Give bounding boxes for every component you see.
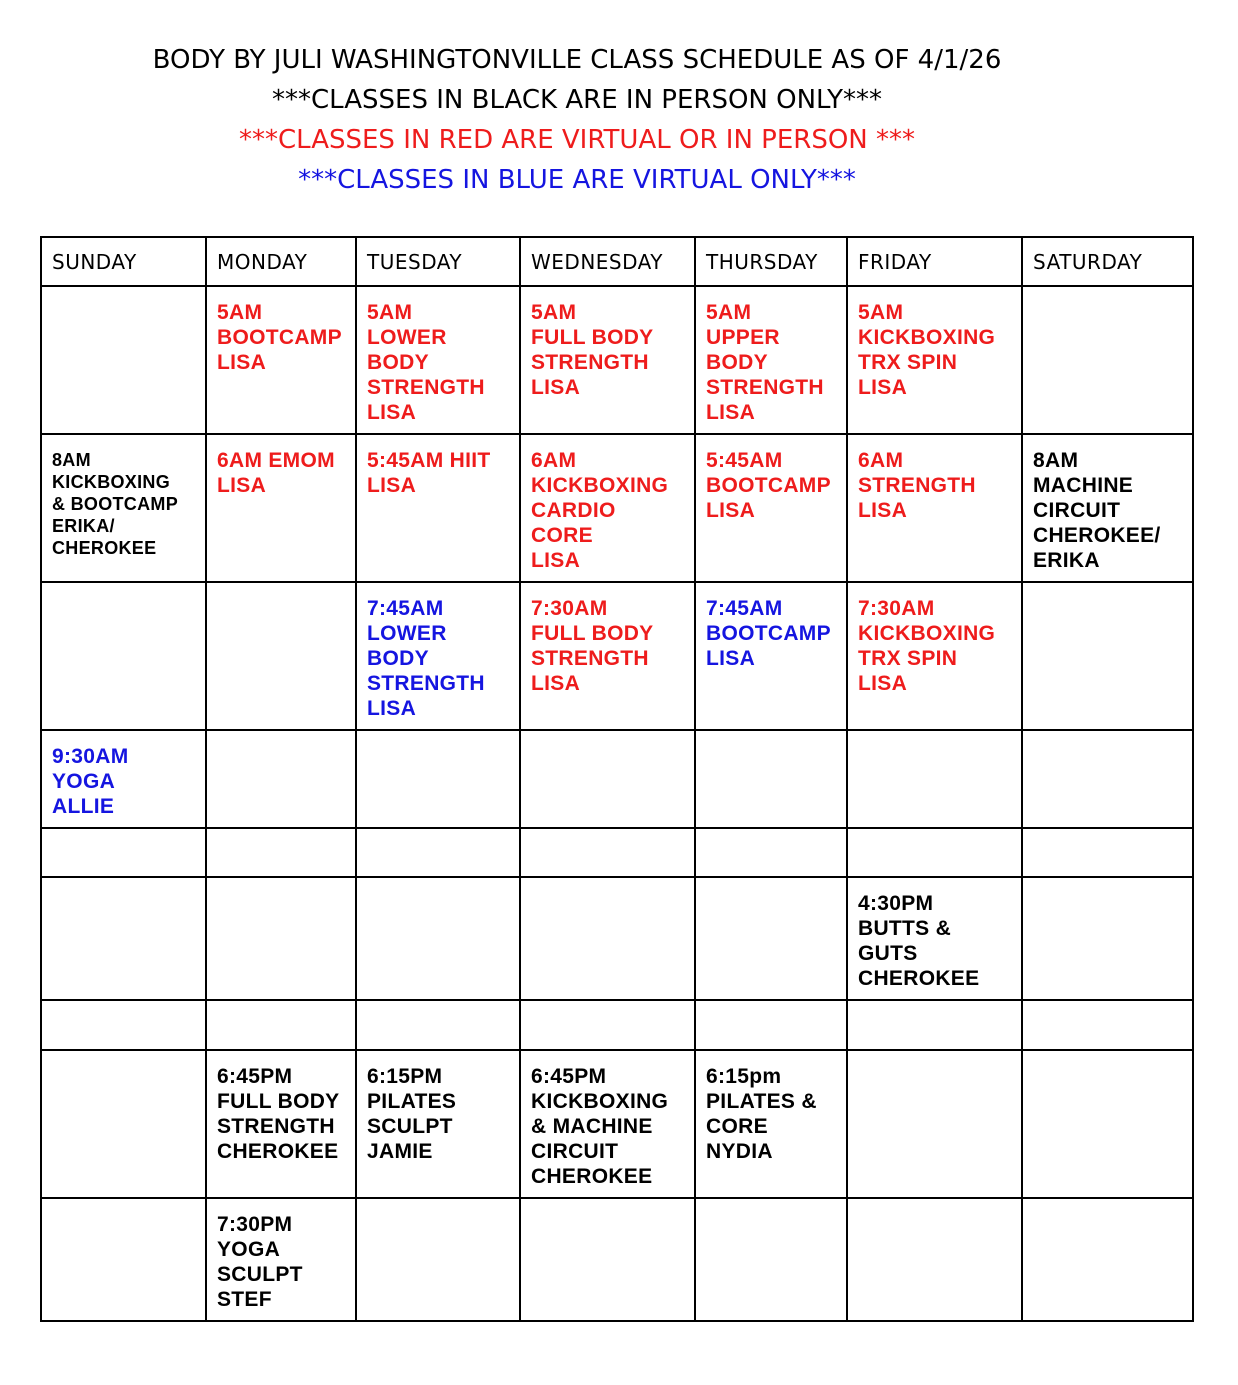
schedule-cell-tuesday: [356, 286, 520, 434]
class-entry: [52, 1001, 205, 1014]
class-entry: 6:15pm PILATES & CORE NYDIA: [706, 1065, 817, 1163]
class-entry: 6AM STRENGTH LISA: [858, 449, 976, 522]
schedule-cell-saturday: [1022, 1000, 1193, 1050]
day-header-thursday: THURSDAY: [695, 237, 847, 286]
day-header-wednesday: WEDNESDAY: [520, 237, 695, 286]
class-entry: [531, 829, 694, 842]
schedule-cell-friday: [847, 286, 1022, 434]
schedule-cell-tuesday: [356, 730, 520, 828]
day-header-tuesday: TUESDAY: [356, 237, 520, 286]
schedule-cell-tuesday: [356, 582, 520, 730]
class-entry: [531, 731, 694, 744]
class-entry: [367, 1199, 519, 1212]
schedule-cell-thursday: [695, 286, 847, 434]
class-entry: 6AM KICKBOXING CARDIO CORE LISA: [531, 449, 669, 572]
class-entry: [858, 829, 1021, 842]
schedule-table: [40, 236, 1194, 1322]
class-entry: [706, 829, 846, 842]
schedule-cell-thursday: [695, 877, 847, 1000]
schedule-cell-tuesday: [356, 434, 520, 582]
schedule-cell-monday: [206, 1198, 356, 1321]
schedule-cell-wednesday: [520, 828, 695, 877]
class-entry: 8AM MACHINE CIRCUIT CHEROKEE/ ERIKA: [1033, 449, 1161, 572]
class-entry: [706, 1001, 846, 1014]
class-entry: [217, 878, 355, 891]
schedule-cell-saturday: [1022, 1198, 1193, 1321]
schedule-cell-monday: [206, 286, 356, 434]
class-entry: [531, 878, 694, 891]
class-entry: [52, 287, 205, 300]
class-entry: [706, 731, 846, 744]
schedule-cell-monday: [206, 730, 356, 828]
schedule-cell-friday: [847, 877, 1022, 1000]
schedule-row: [41, 1198, 1193, 1321]
class-entry: [52, 1199, 205, 1212]
schedule-cell-friday: [847, 1198, 1022, 1321]
class-entry: [367, 731, 519, 744]
schedule-row: [41, 582, 1193, 730]
schedule-cell-friday: [847, 582, 1022, 730]
class-entry: [858, 1051, 1021, 1064]
class-entry: 4:30PM BUTTS & GUTS CHEROKEE: [858, 892, 980, 990]
class-entry: 5:45AM BOOTCAMP LISA: [706, 449, 831, 522]
schedule-cell-wednesday: [520, 1050, 695, 1198]
legend-virtual-or-in-person: ***CLASSES IN RED ARE VIRTUAL OR IN PERSON ***: [238, 125, 916, 155]
schedule-cell-wednesday: [520, 434, 695, 582]
schedule-cell-sunday: [41, 730, 206, 828]
schedule-cell-sunday: [41, 1198, 206, 1321]
legend-virtual-only: ***CLASSES IN BLUE ARE VIRTUAL ONLY***: [298, 165, 856, 195]
schedule-cell-thursday: [695, 730, 847, 828]
schedule-cell-friday: [847, 1000, 1022, 1050]
class-entry: 5AM LOWER BODY STRENGTH LISA: [367, 301, 485, 424]
day-header-row: [41, 237, 1193, 286]
class-entry: [217, 1001, 355, 1014]
class-entry: 8AM KICKBOXING & BOOTCAMP ERIKA/ CHEROKEE: [52, 450, 178, 558]
day-header-monday: MONDAY: [206, 237, 356, 286]
class-entry: [1033, 287, 1192, 300]
schedule-row: [41, 1050, 1193, 1198]
class-entry: [1033, 1051, 1192, 1064]
class-entry: 9:30AM YOGA ALLIE: [52, 745, 129, 818]
schedule-cell-tuesday: [356, 877, 520, 1000]
class-entry: 6:45PM KICKBOXING & MACHINE CIRCUIT CHEROKEE: [531, 1065, 669, 1188]
class-entry: [1033, 1199, 1192, 1212]
schedule-cell-wednesday: [520, 1000, 695, 1050]
class-entry: [706, 1199, 846, 1212]
class-entry: 6:45PM FULL BODY STRENGTH CHEROKEE: [217, 1065, 340, 1163]
schedule-cell-sunday: [41, 828, 206, 877]
schedule-cell-sunday: [41, 1000, 206, 1050]
schedule-cell-monday: [206, 434, 356, 582]
class-entry: 6:15PM PILATES SCULPT JAMIE: [367, 1065, 457, 1163]
schedule-row: [41, 434, 1193, 582]
class-entry: [52, 878, 205, 891]
class-entry: 6AM EMOM LISA: [217, 449, 335, 497]
class-entry: 7:30PM YOGA SCULPT STEF: [217, 1213, 303, 1311]
schedule-cell-thursday: [695, 1050, 847, 1198]
class-entry: [217, 583, 355, 596]
schedule-cell-monday: [206, 582, 356, 730]
schedule-cell-thursday: [695, 434, 847, 582]
schedule-row: [41, 286, 1193, 434]
schedule-cell-friday: [847, 828, 1022, 877]
schedule-row: [41, 730, 1193, 828]
schedule-cell-friday: [847, 730, 1022, 828]
schedule-cell-wednesday: [520, 877, 695, 1000]
class-entry: [858, 731, 1021, 744]
class-entry: 5AM UPPER BODY STRENGTH LISA: [706, 301, 824, 424]
schedule-cell-sunday: [41, 286, 206, 434]
schedule-row: [41, 1000, 1193, 1050]
class-entry: [367, 1001, 519, 1014]
schedule-cell-sunday: [41, 1050, 206, 1198]
class-entry: 7:45AM BOOTCAMP LISA: [706, 597, 831, 670]
schedule-cell-saturday: [1022, 730, 1193, 828]
schedule-cell-sunday: [41, 434, 206, 582]
class-entry: [858, 1199, 1021, 1212]
schedule-row: [41, 828, 1193, 877]
schedule-cell-saturday: [1022, 877, 1193, 1000]
schedule-cell-tuesday: [356, 828, 520, 877]
class-entry: 5AM FULL BODY STRENGTH LISA: [531, 301, 654, 399]
schedule-cell-tuesday: [356, 1198, 520, 1321]
day-header-friday: FRIDAY: [847, 237, 1022, 286]
day-header-sunday: SUNDAY: [41, 237, 206, 286]
schedule-cell-saturday: [1022, 828, 1193, 877]
class-entry: [367, 878, 519, 891]
class-entry: 7:45AM LOWER BODY STRENGTH LISA: [367, 597, 485, 720]
schedule-header: [0, 40, 1154, 200]
class-entry: 5AM KICKBOXING TRX SPIN LISA: [858, 301, 996, 399]
schedule-cell-saturday: [1022, 582, 1193, 730]
class-entry: [706, 878, 846, 891]
class-entry: [1033, 1001, 1192, 1014]
schedule-cell-saturday: [1022, 1050, 1193, 1198]
class-entry: 5:45AM HIIT LISA: [367, 449, 491, 497]
schedule-cell-monday: [206, 1000, 356, 1050]
schedule-body: [41, 286, 1193, 1321]
schedule-cell-wednesday: [520, 1198, 695, 1321]
class-entry: 7:30AM FULL BODY STRENGTH LISA: [531, 597, 654, 695]
schedule-cell-monday: [206, 877, 356, 1000]
class-entry: [217, 731, 355, 744]
schedule-cell-thursday: [695, 1000, 847, 1050]
class-entry: [52, 1051, 205, 1064]
schedule-cell-wednesday: [520, 582, 695, 730]
class-entry: [367, 829, 519, 842]
schedule-cell-sunday: [41, 877, 206, 1000]
schedule-cell-tuesday: [356, 1050, 520, 1198]
schedule-cell-wednesday: [520, 286, 695, 434]
schedule-row: [41, 877, 1193, 1000]
schedule-cell-saturday: [1022, 434, 1193, 582]
schedule-cell-thursday: [695, 828, 847, 877]
schedule-cell-friday: [847, 434, 1022, 582]
class-entry: [858, 1001, 1021, 1014]
class-entry: [52, 829, 205, 842]
schedule-title: BODY BY JULI WASHINGTONVILLE CLASS SCHEDULE AS OF 4/1/26: [152, 45, 1002, 75]
legend-in-person: ***CLASSES IN BLACK ARE IN PERSON ONLY***: [272, 85, 882, 115]
class-entry: [531, 1001, 694, 1014]
schedule-cell-sunday: [41, 582, 206, 730]
schedule-cell-saturday: [1022, 286, 1193, 434]
schedule-cell-tuesday: [356, 1000, 520, 1050]
class-entry: [1033, 878, 1192, 891]
day-header-saturday: SATURDAY: [1022, 237, 1193, 286]
class-entry: 5AM BOOTCAMP LISA: [217, 301, 342, 374]
schedule-cell-wednesday: [520, 730, 695, 828]
class-entry: [52, 583, 205, 596]
schedule-cell-thursday: [695, 582, 847, 730]
schedule-cell-monday: [206, 828, 356, 877]
schedule-cell-thursday: [695, 1198, 847, 1321]
class-entry: [1033, 829, 1192, 842]
class-entry: [531, 1199, 694, 1212]
class-entry: [217, 829, 355, 842]
class-entry: [1033, 731, 1192, 744]
class-entry: 7:30AM KICKBOXING TRX SPIN LISA: [858, 597, 996, 695]
schedule-cell-monday: [206, 1050, 356, 1198]
schedule-cell-friday: [847, 1050, 1022, 1198]
class-entry: [1033, 583, 1192, 596]
